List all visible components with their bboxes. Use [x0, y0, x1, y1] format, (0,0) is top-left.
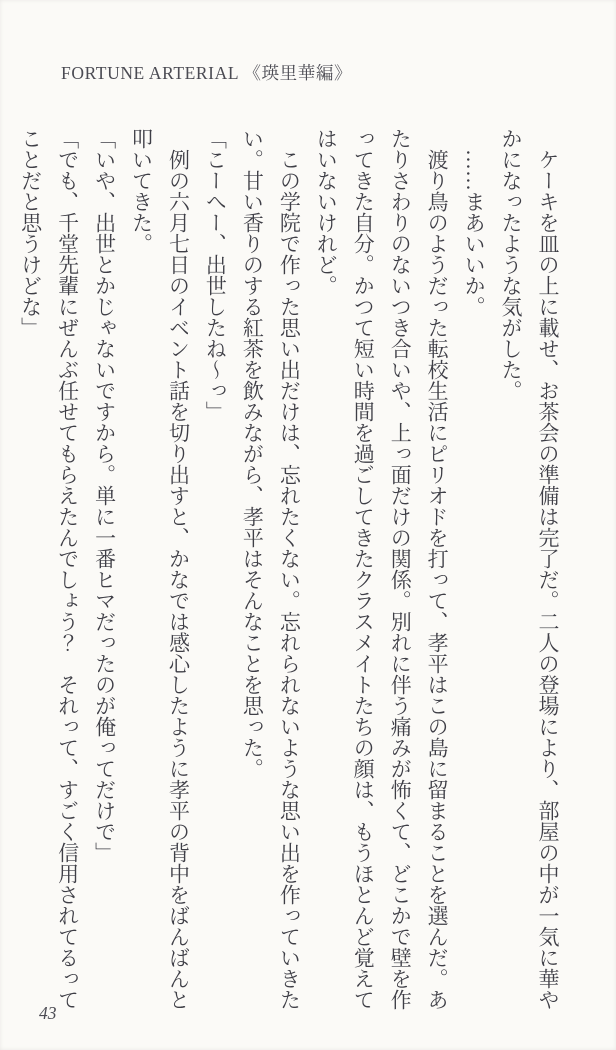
text-body — [12, 128, 566, 1020]
paragraph: 「でも、千堂先輩にぜんぶ任せてもらえたんでしょう？ それって、すごく信用されてるってことだと思うけどな」 — [18, 128, 80, 1010]
paragraph: ケーキを皿の上に載せ、お茶会の準備は完了だ。二人の登場により、部屋の中が一気に華やかになったような気がした。 — [499, 128, 560, 1010]
paragraph: ……まあいいか。 — [462, 128, 487, 317]
paragraph: この学院で作った思い出だけは、忘れたくない。忘れられないような思い出を作っていきたい。甘い香りのする紅茶を飲みながら、孝平はそんなことを思った。 — [240, 128, 302, 1010]
paragraph: 例の六月七日のイベント話を切り出すと、かなでは感心したように孝平の背中をばんばんと叩いてきた。 — [129, 128, 191, 1010]
paragraph: 渡り鳥のようだった転校生活にピリオドを打って、孝平はこの島に留まることを選んだ。あたりさわりのないつき合いや、上っ面だけの関係。別れに伴う痛みが怖くて、どこかで壁を作ってきた自分。かつて短い時間を過ごしてきたクラスメイトたちの顔は、もうほとんど覚えてはいないけれど。 — [314, 128, 450, 1010]
page-number: 43 — [39, 1003, 57, 1023]
running-header: FORTUNE ARTERIAL 《瑛里華編》 — [61, 63, 353, 83]
paragraph: 「こーへー、出世したね～っ」 — [203, 128, 228, 422]
paragraph: 「いや、出世とかじゃないですから。単に一番ヒマだったのが俺ってだけで」 — [92, 128, 117, 863]
